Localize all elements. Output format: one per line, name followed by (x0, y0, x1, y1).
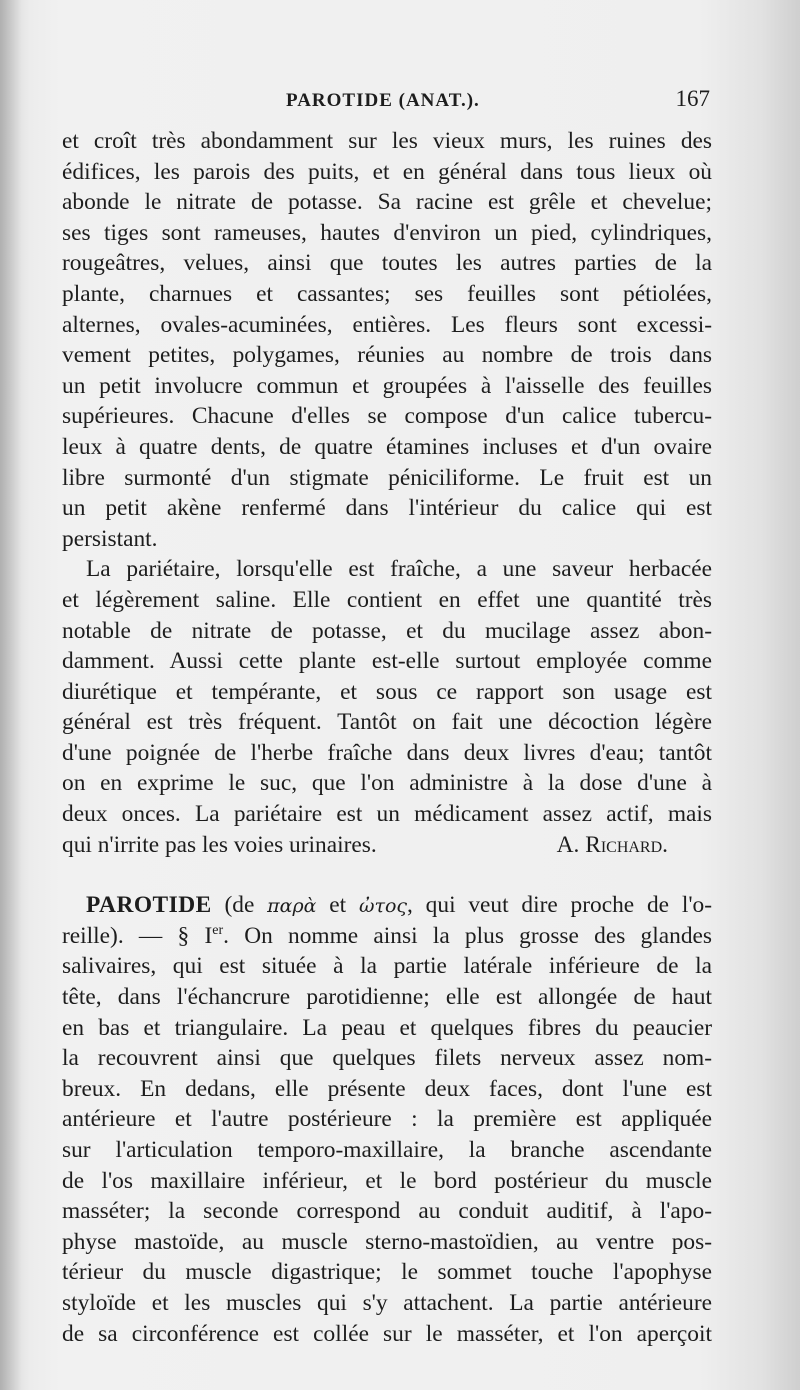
text-line: libre surmonté d'un stigmate péniciliforme. Le fruit est un (62, 464, 712, 491)
text-line: masséter; la seconde correspond au conduit auditif, à l'apo- (62, 1198, 712, 1225)
text-line: supérieures. Chacune d'elles se compose d'un calice tubercu- (62, 403, 712, 430)
text-line: salivaires, qui est située à la partie latérale inférieure de la (62, 953, 712, 980)
text-line: qui n'irrite pas les voies urinaires. (62, 831, 377, 858)
running-head: PAROTIDE (ANAT.). (286, 90, 480, 111)
text-line: persistant. (62, 525, 158, 552)
text-line: antérieure et l'autre postérieure : la première est appliquée (62, 1106, 712, 1133)
body-text (62, 126, 712, 1349)
greek-word: ὠτος (358, 895, 408, 918)
text-line: en bas et triangulaire. La peau et quelques fibres du peaucier (62, 1014, 712, 1041)
text-line: ses tiges sont rameuses, hautes d'environ un pied, cylindriques, (62, 219, 712, 246)
text-line: abonde le nitrate de potasse. Sa racine est grêle et chevelue; (62, 189, 712, 216)
text-line: édifices, les parois des puits, et en général dans tous lieux où (62, 158, 712, 185)
text-fragment: . On nomme ainsi la plus grosse des glandes (223, 922, 712, 949)
text-line: d'une poignée de l'herbe fraîche dans deux livres d'eau; tantôt (62, 739, 712, 766)
superscript: er (212, 923, 224, 939)
text-line: diurétique et tempérante, et sous ce rapport son usage est (62, 678, 712, 705)
section-marker-text: reille). — § I (62, 922, 213, 949)
text-line: la recouvrent ainsi que quelques filets nerveux assez nom- (62, 1045, 712, 1072)
entry-first-line (62, 890, 712, 921)
text-line: damment. Aussi cette plante est-elle surtout employée comme (62, 648, 712, 675)
page-number: 167 (675, 86, 710, 111)
text-line: sur l'articulation temporo-maxillaire, la branche ascendante (62, 1137, 712, 1163)
text-line: plante, charnues et cassantes; ses feuilles sont pétiolées, (62, 280, 712, 307)
entry-headword: PAROTIDE (86, 892, 212, 919)
text-line: vement petites, polygames, réunies au nombre de trois dans (62, 342, 712, 369)
text-line: alternes, ovales-acuminées, entières. Les fleurs sont excessi- (62, 311, 712, 338)
etymology-mid: et (316, 892, 359, 919)
text-line: tête, dans l'échancrure parotidienne; elle est allongée de haut (62, 984, 712, 1011)
text-line: de sa circonférence est collée sur le masséter, et l'on aperçoit (62, 1320, 712, 1347)
page-header (60, 86, 712, 120)
entry-second-line (62, 921, 712, 952)
etymology-rest: , qui veut dire proche de l'o- (407, 892, 713, 919)
text-line: général est très fréquent. Tantôt on fait une décoction légère (62, 709, 712, 736)
text-line: un petit involucre commun et groupées à l'aisselle des feuilles (62, 372, 712, 399)
text-line: physe mastoïde, au muscle sterno-mastoïdien, au ventre pos- (62, 1228, 712, 1255)
text-line: de l'os maxillaire inférieur, et le bord postérieur du muscle (62, 1167, 712, 1194)
text-line: deux onces. La pariétaire est un médicament assez actif, mais (62, 801, 712, 828)
text-line: notable de nitrate de potasse, et du mucilage assez abon- (62, 617, 712, 644)
text-line: La pariétaire, lorsqu'elle est fraîche, a une saveur herbacée (86, 556, 712, 583)
paragraph-parietaire-description (62, 126, 712, 554)
text-line: térieur du muscle digastrique; le sommet touche l'apophyse (62, 1259, 712, 1286)
greek-word: παρὰ (267, 895, 317, 918)
author-signature: A. Richard. (556, 831, 668, 858)
text-line: et croît très abondamment sur les vieux murs, les ruines des (62, 128, 712, 154)
paragraph-parietaire-usage (62, 554, 712, 860)
text-line: on en exprime le suc, que l'on administre à la dose d'une à (62, 770, 712, 797)
signature-line (62, 830, 712, 861)
etymology-open: (de (211, 892, 268, 919)
text-line: leux à quatre dents, de quatre étamines incluses et d'un ovaire (62, 433, 712, 460)
paragraph-parotide-entry (62, 890, 712, 1349)
binding-shadow (0, 0, 22, 1390)
entry-spacing (62, 860, 712, 890)
text-line: styloïde et les muscles qui s'y attachent. La partie antérieure (62, 1289, 712, 1316)
text-line: breux. En dedans, elle présente deux faces, dont l'une est (62, 1075, 712, 1102)
text-line: et légèrement saline. Elle contient en effet une quantité très (62, 586, 712, 613)
text-line: un petit akène renfermé dans l'intérieur du calice qui est (62, 495, 712, 522)
text-line: rougeâtres, velues, ainsi que toutes les autres parties de la (62, 250, 712, 277)
